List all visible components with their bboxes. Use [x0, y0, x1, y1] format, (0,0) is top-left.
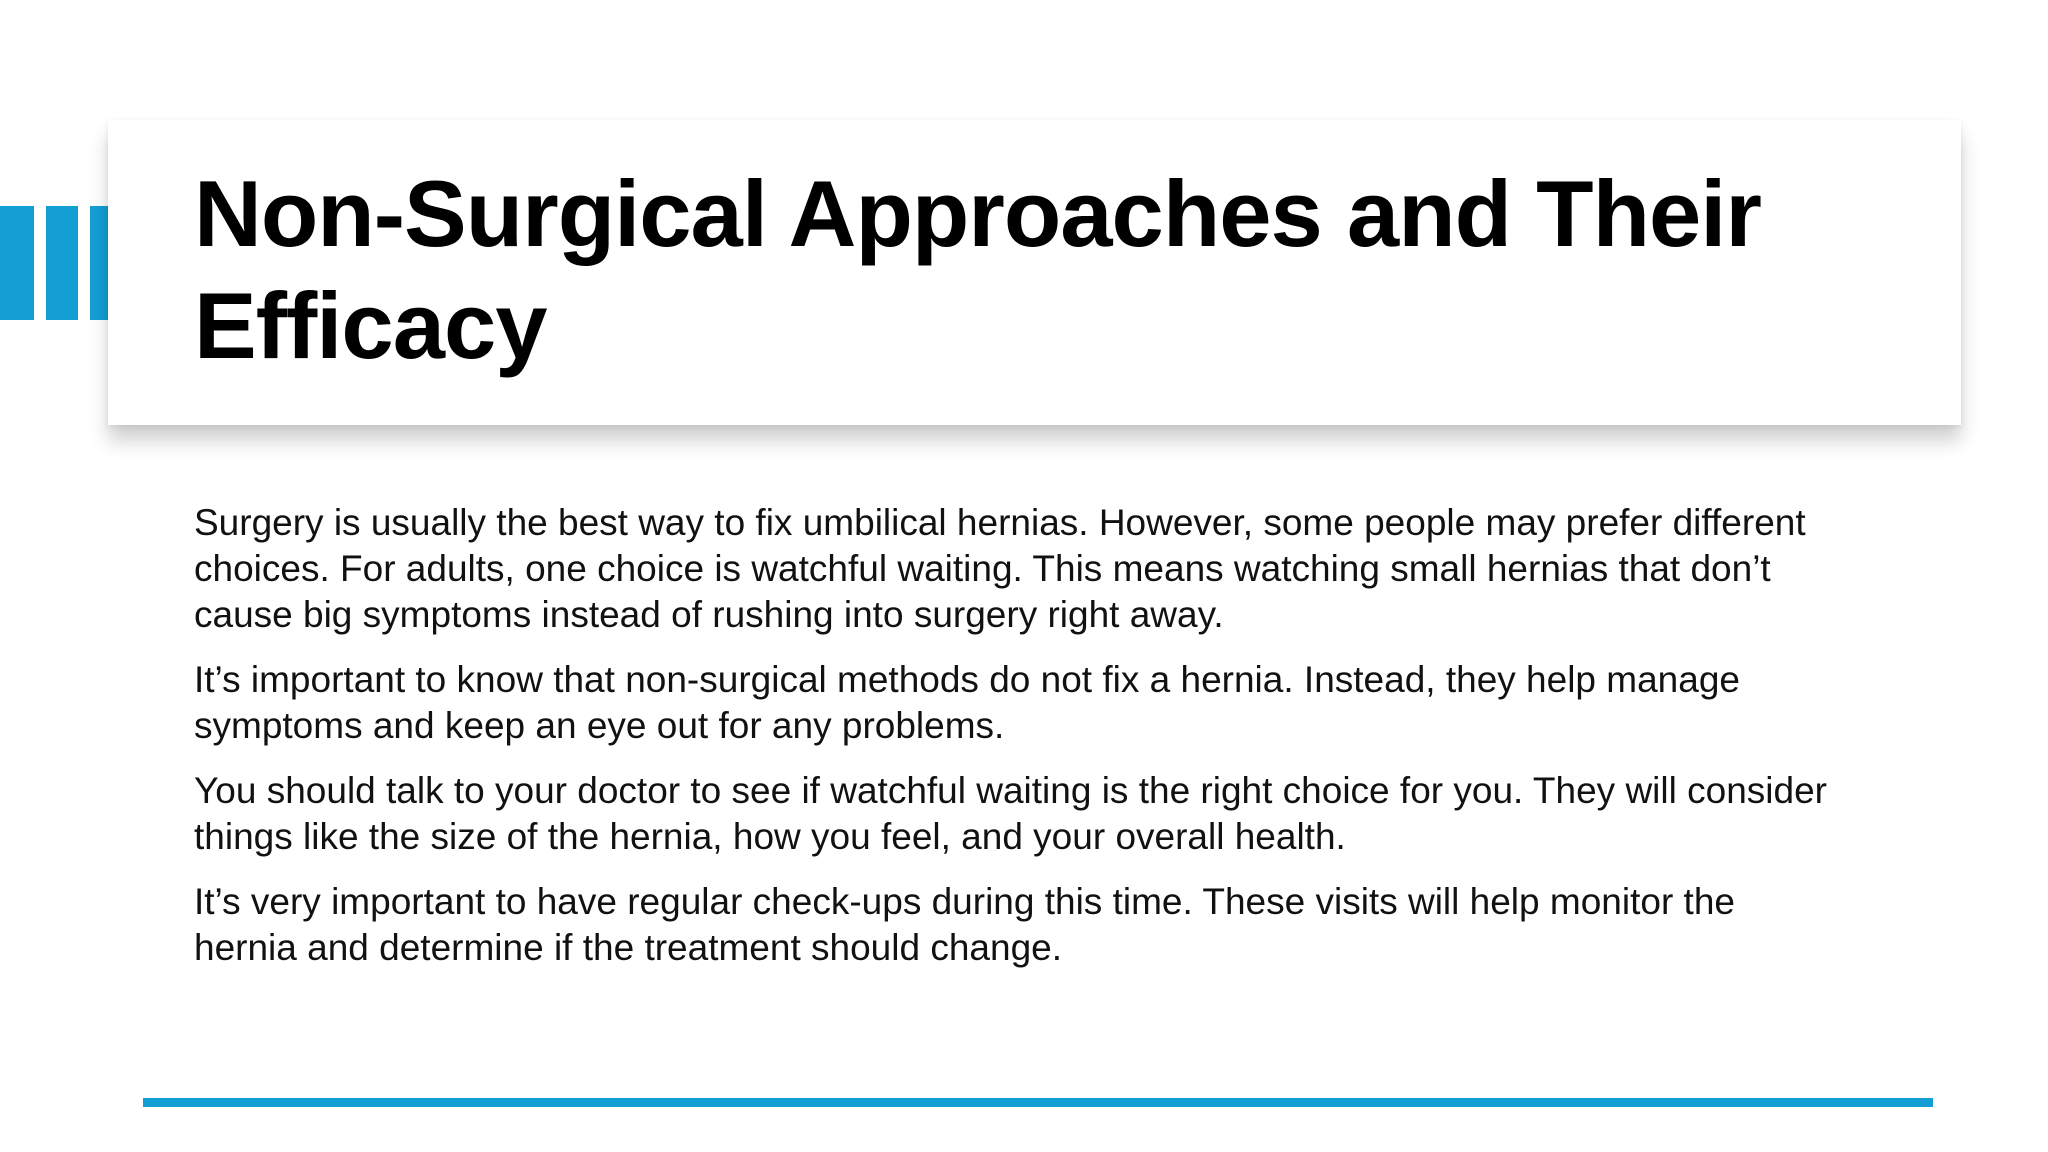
slide-body — [194, 500, 1844, 990]
body-paragraph-4: It’s very important to have regular check-ups during this time. These visits will help monitor the hernia and determine if the treatment should change. — [194, 881, 1735, 968]
body-paragraph-1: Surgery is usually the best way to fix umbilical hernias. However, some people may prefer different choices. For adults, one choice is watchful waiting. This means watching small hernias that don’t cause big symptoms instead of rushing into surgery right away. — [194, 502, 1806, 635]
accent-bar-left — [0, 206, 34, 320]
accent-bar-right — [90, 206, 108, 320]
body-paragraph-2: It’s important to know that non-surgical methods do not fix a hernia. Instead, they help manage symptoms and keep an eye out for any problems. — [194, 659, 1740, 746]
body-paragraph-3: You should talk to your doctor to see if watchful waiting is the right choice for you. They will consider things like the size of the hernia, how you feel, and your overall health. — [194, 770, 1827, 857]
bottom-divider — [143, 1098, 1933, 1107]
accent-bar-middle — [46, 206, 78, 320]
slide-title: Non-Surgical Approaches and Their Efficacy — [194, 161, 1761, 378]
